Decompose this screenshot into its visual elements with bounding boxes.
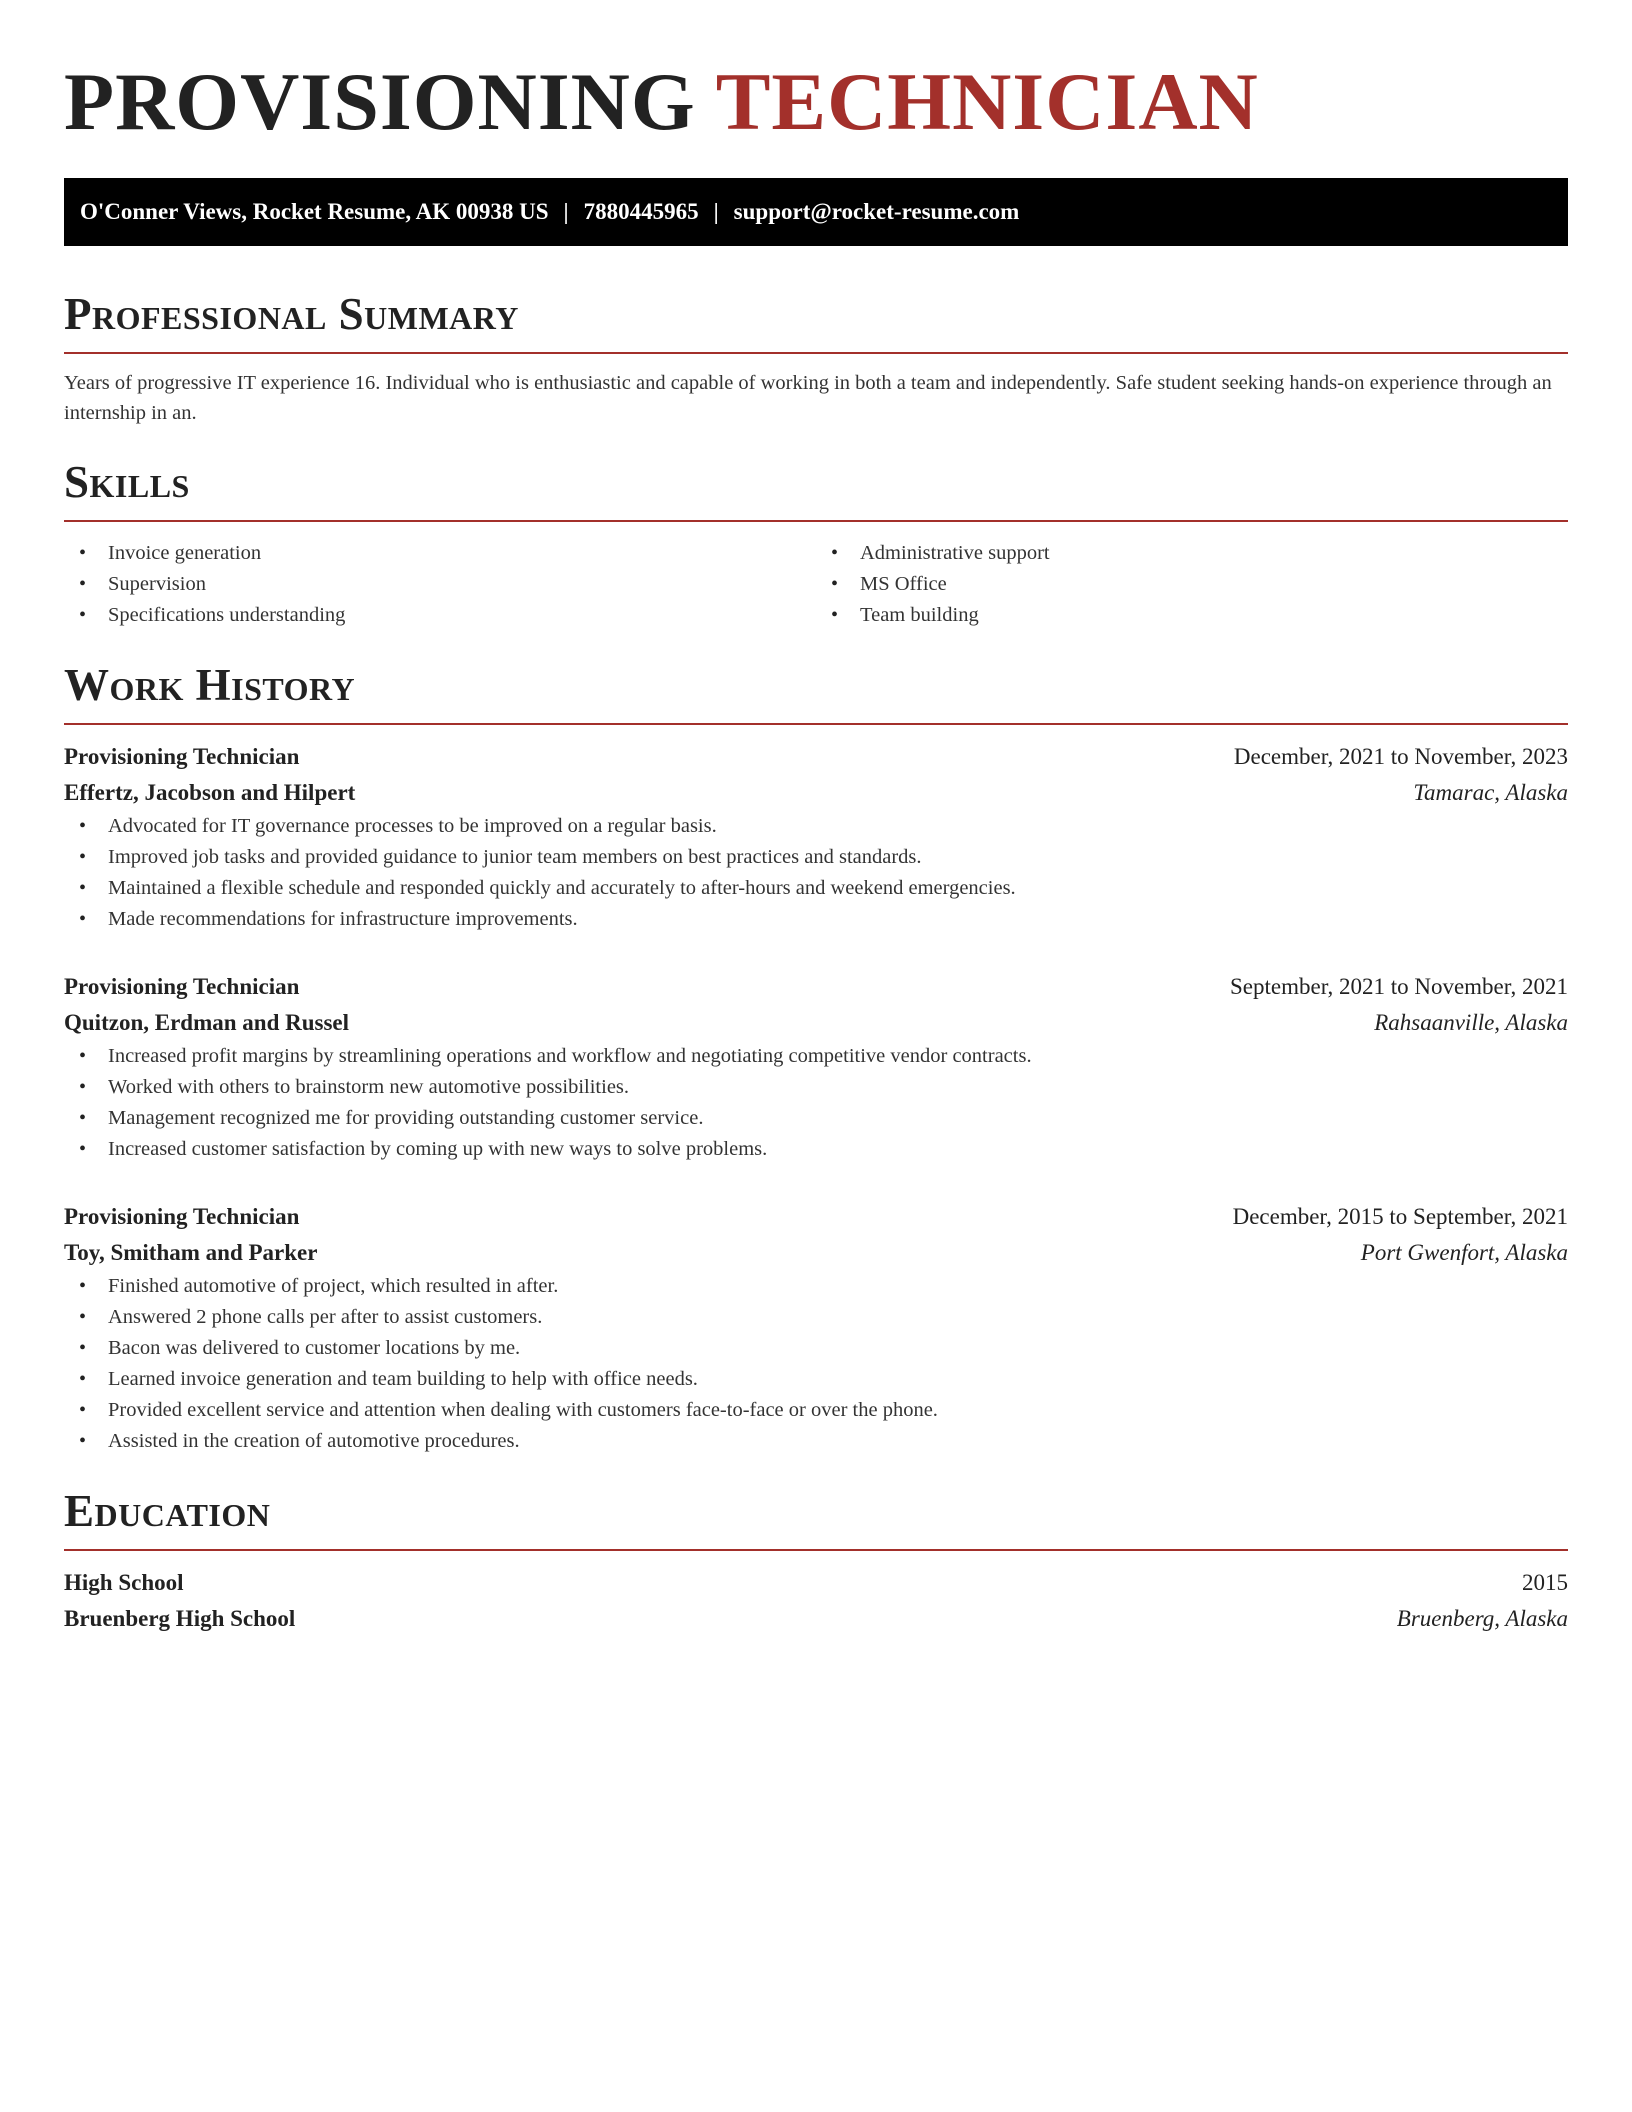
education-entry (64, 1565, 1568, 1637)
resume-name (64, 52, 1568, 152)
job-location: Rahsaanville, Alaska (1374, 1010, 1568, 1035)
job-header (64, 739, 1568, 775)
skills-column-left (64, 538, 816, 631)
job-bullet: • Bacon was delivered to customer locations by me. (64, 1333, 1568, 1364)
job-bullet: • Learned invoice generation and team building to help with office needs. (64, 1364, 1568, 1395)
job-subheader (64, 775, 1568, 811)
job-bullet-list (64, 1271, 1568, 1457)
job-bullet: • Answered 2 phone calls per after to assist customers. (64, 1302, 1568, 1333)
job-bullet: • Management recognized me for providing outstanding customer service. (64, 1103, 1568, 1134)
skill-item: • Administrative support (816, 538, 1568, 569)
skills-section (64, 454, 1568, 631)
skill-item: • Supervision (64, 569, 816, 600)
skill-item: • Team building (816, 600, 1568, 631)
education-title: Education (64, 1486, 271, 1536)
job-bullet: • Increased profit margins by streamlining operations and workflow and negotiating competitive vendor contracts. (64, 1041, 1568, 1072)
job-entry (64, 969, 1568, 1165)
contact-address: O'Conner Views, Rocket Resume, AK 00938 US (80, 199, 549, 224)
work-divider (64, 723, 1568, 725)
name-first: PROVISIONING (64, 56, 696, 147)
work-section (64, 657, 1568, 1457)
job-subheader (64, 1235, 1568, 1271)
job-title: Provisioning Technician (64, 744, 300, 769)
skills-column-right (816, 538, 1568, 631)
skills-list-right (816, 538, 1568, 631)
education-header (64, 1565, 1568, 1601)
job-bullet: • Improved job tasks and provided guidance to junior team members on best practices and standards. (64, 842, 1568, 873)
job-bullet: • Provided excellent service and attention when dealing with customers face-to-face or over the phone. (64, 1395, 1568, 1426)
job-bullet: • Finished automotive of project, which resulted in after. (64, 1271, 1568, 1302)
job-bullet: • Made recommendations for infrastructure improvements. (64, 904, 1568, 935)
job-company: Effertz, Jacobson and Hilpert (64, 780, 356, 805)
education-section (64, 1483, 1568, 1637)
job-location: Port Gwenfort, Alaska (1360, 1240, 1568, 1265)
education-year: 2015 (1522, 1570, 1568, 1595)
summary-section (64, 286, 1568, 428)
job-company: Quitzon, Erdman and Russel (64, 1010, 350, 1035)
contact-separator: | (563, 199, 569, 224)
job-location: Tamarac, Alaska (1413, 780, 1568, 805)
education-school: Bruenberg High School (64, 1606, 296, 1631)
education-degree: High School (64, 1570, 184, 1595)
summary-title: Professional Summary (64, 289, 519, 339)
job-entry (64, 1199, 1568, 1457)
job-dates: September, 2021 to November, 2021 (1230, 974, 1568, 999)
name-second: TECHNICIAN (715, 56, 1259, 147)
job-bullet-list (64, 1041, 1568, 1165)
skill-item: • Specifications understanding (64, 600, 816, 631)
job-header (64, 969, 1568, 1005)
job-dates: December, 2021 to November, 2023 (1233, 744, 1568, 769)
job-bullet: • Maintained a flexible schedule and responded quickly and accurately to after-hours and weekend emergencies. (64, 873, 1568, 904)
education-divider (64, 1549, 1568, 1551)
job-dates: December, 2015 to September, 2021 (1232, 1204, 1568, 1229)
job-header (64, 1199, 1568, 1235)
work-title: Work History (64, 660, 356, 710)
job-subheader (64, 1005, 1568, 1041)
summary-text: Years of progressive IT experience 16. Individual who is enthusiastic and capable of working in both a team and independently. Safe student seeking hands-on experience through an internship in an. (64, 372, 1552, 424)
contact-bar (64, 178, 1568, 246)
summary-divider (64, 352, 1568, 354)
contact-separator: | (713, 199, 719, 224)
contact-email: support@rocket-resume.com (733, 199, 1020, 224)
job-bullet-list (64, 811, 1568, 935)
job-entry (64, 739, 1568, 935)
job-bullet: • Assisted in the creation of automotive procedures. (64, 1426, 1568, 1457)
job-title: Provisioning Technician (64, 1204, 300, 1229)
job-bullet: • Increased customer satisfaction by coming up with new ways to solve problems. (64, 1134, 1568, 1165)
job-title: Provisioning Technician (64, 974, 300, 999)
job-bullet: • Worked with others to brainstorm new automotive possibilities. (64, 1072, 1568, 1103)
contact-phone: 7880445965 (583, 199, 699, 224)
skills-grid (64, 538, 1568, 631)
skill-item: • MS Office (816, 569, 1568, 600)
education-location: Bruenberg, Alaska (1396, 1606, 1568, 1631)
education-subheader (64, 1601, 1568, 1637)
skills-title: Skills (64, 457, 190, 507)
skills-list-left (64, 538, 816, 631)
job-company: Toy, Smitham and Parker (64, 1240, 318, 1265)
job-bullet: • Advocated for IT governance processes to be improved on a regular basis. (64, 811, 1568, 842)
skill-item: • Invoice generation (64, 538, 816, 569)
skills-divider (64, 520, 1568, 522)
